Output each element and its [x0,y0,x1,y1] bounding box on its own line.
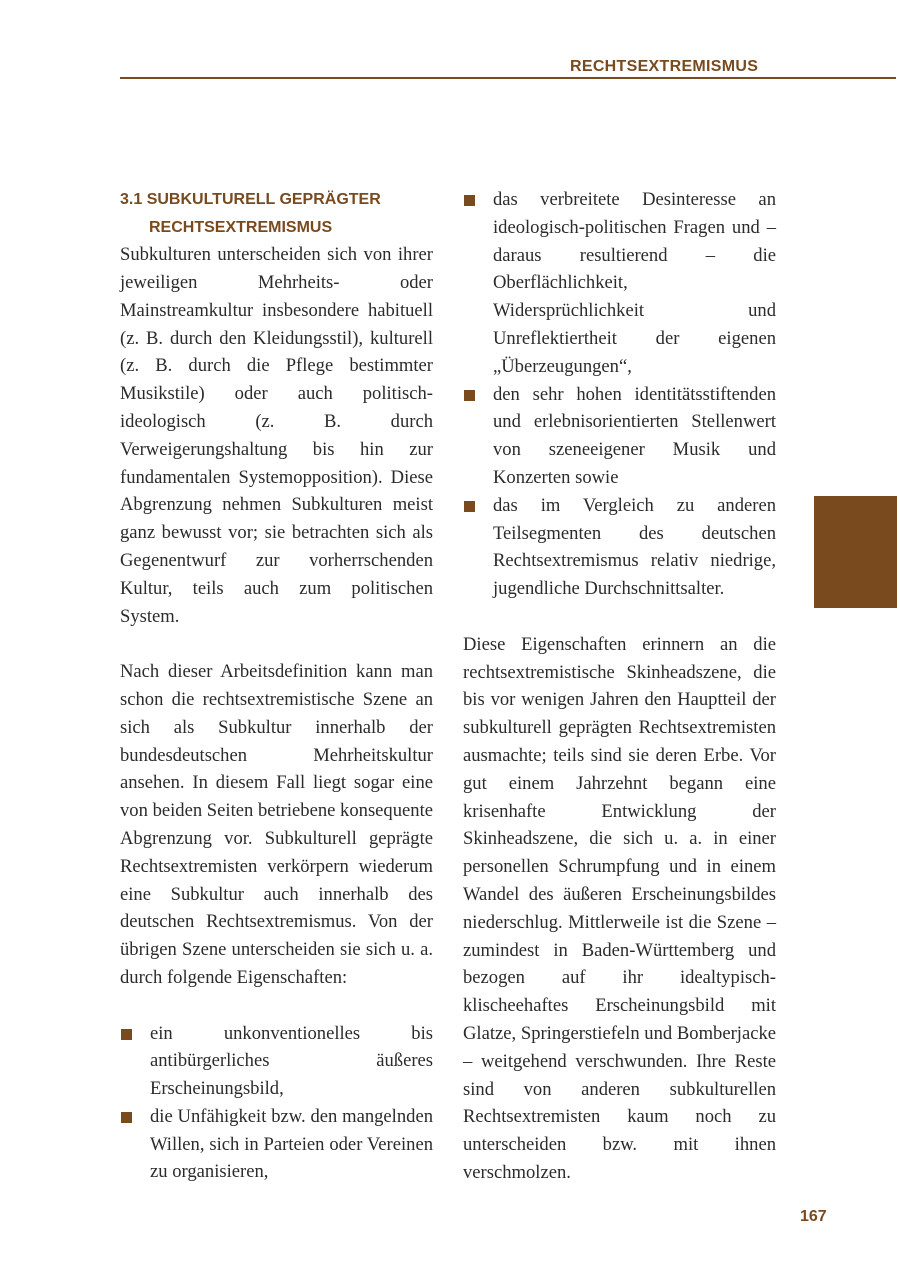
right-column [463,186,776,1187]
paragraph-intro: Subkulturen unterscheiden sich von ihrer jeweiligen Mehrheits- oder Mainstreamkultur insbesondere habituell (z. B. durch den Kleidungsstil), kulturell (z. B. durch die Pflege bestimmter Musikstile) oder auch politisch-ideologisch (z. B. durch Verweigerungshaltung bis hin zur fundamentalen Systemopposition). Diese Abgrenzung nehmen Subkulturen meist ganz bewusst vor; sie betrachten sich als Gegenentwurf zur vorherrschenden Kultur, teils auch zum politischen System. [120,244,433,627]
square-bullet-icon [121,1112,132,1123]
list-item: das im Vergleich zu anderen Teilsegmenten des deutschen Rechtsextremismus relativ niedrige, jugendliche Durchschnittsalter. [463,492,776,603]
page-number: 167 [800,1208,827,1225]
property-list-left [120,1020,433,1187]
section-title-line1: SUBKULTURELL GEPRÄGTER [146,191,381,208]
section-heading [120,186,433,241]
section-title-line2: RECHTSEXTREMISMUS [149,218,333,236]
section-number: 3.1 [120,191,143,208]
header-rule [120,77,896,79]
list-item: ein unkonventionelles bis antibürgerliches äußeres Erscheinungsbild, [120,1020,433,1103]
square-bullet-icon [121,1029,132,1040]
chapter-side-tab [814,496,897,608]
square-bullet-icon [464,390,475,401]
paragraph-definition: Nach dieser Arbeitsdefinition kann man schon die rechtsextremistische Szene an sich als Subkultur innerhalb der bundesdeutschen Mehrheitskultur ansehen. In diesem Fall liegt sogar eine von beiden Seiten betriebene konsequente Abgrenzung vor. Subkulturell geprägte Rechtsextremisten verkörpern wiederum eine Subkultur auch innerhalb des deutschen Rechtsextremismus. Von der übrigen Szene unterscheiden sie sich u. a. durch folgende Eigenschaften: [120,661,433,988]
running-title: RECHTSEXTREMISMUS [570,58,759,75]
list-item: die Unfähigkeit bzw. den mangelnden Willen, sich in Parteien oder Vereinen zu organisieren, [120,1103,433,1186]
list-item: das verbreitete Desinteresse an ideologisch-politischen Fragen und – daraus resultierend – die Oberflächlichkeit, Widersprüchlichkeit und Unreflektiertheit der eigenen „Überzeugungen“, [463,186,776,381]
square-bullet-icon [464,195,475,206]
property-list-right [463,186,776,603]
left-column [120,186,433,1186]
paragraph-skinhead-scene: Diese Eigenschaften erinnern an die rechtsextremistische Skinheadszene, die bis vor wenigen Jahren den Hauptteil der subkulturell geprägten Rechtsextremisten ausmachte; teils sind sie deren Erbe. Vor gut einem Jahrzehnt begann eine krisenhafte Entwicklung der Skinheadszene, die sich u. a. in einer personellen Schrumpfung und in einem Wandel des äußeren Erscheinungsbildes niederschlug. Mittlerweile ist die Szene – zumindest in Baden-Württemberg und bezogen auf ihr idealtypisch-klischeehaftes Erscheinungsbild mit Glatze, Springerstiefeln und Bomberjacke – weitgehend verschwunden. Ihre Reste sind von anderen subkulturellen Rechtsextremisten kaum noch zu unterscheiden bzw. mit ihnen verschmolzen. [463,633,776,1183]
square-bullet-icon [464,501,475,512]
list-item: den sehr hohen identitätsstiftenden und erlebnisorientierten Stellenwert von szeneeigener Musik und Konzerten sowie [463,381,776,492]
